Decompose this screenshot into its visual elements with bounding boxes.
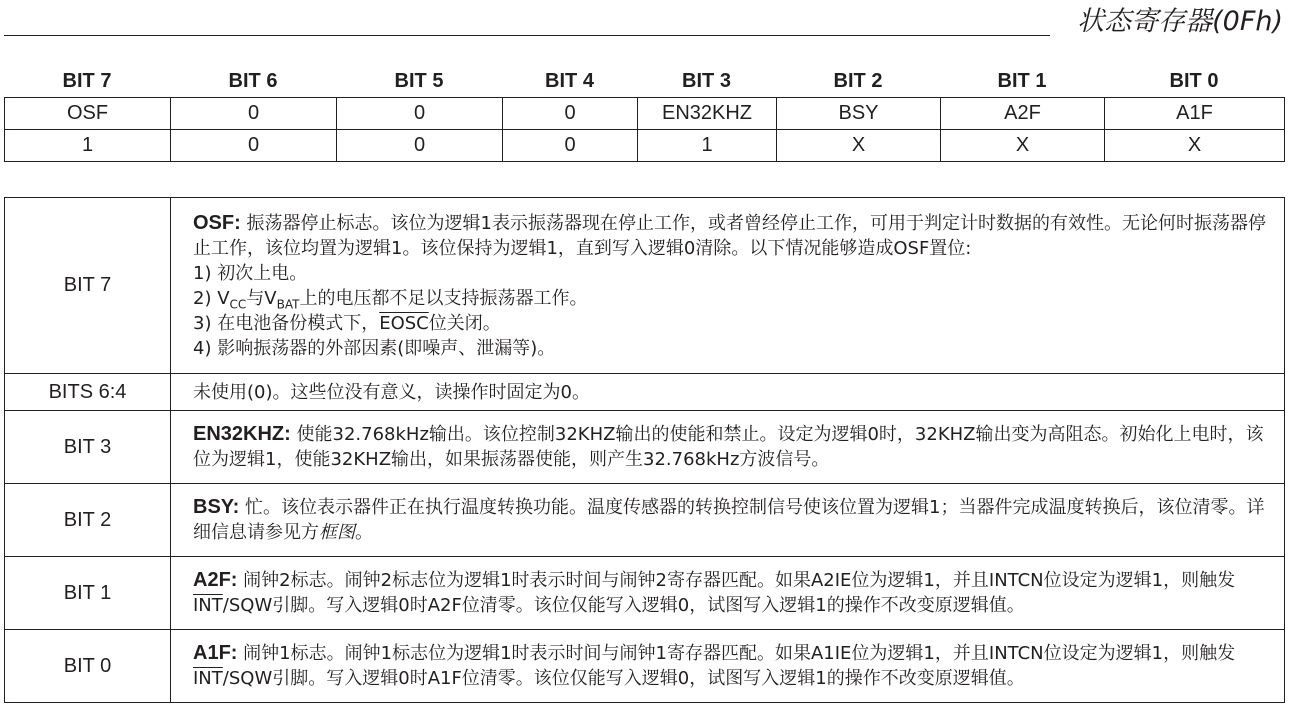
- bit-header: BIT 2: [833, 70, 883, 92]
- bit-header: BIT 4: [545, 70, 594, 92]
- desc-list-item: [193, 287, 588, 312]
- desc-bit-label: BIT 0: [5, 630, 171, 703]
- bit-header: BIT 7: [62, 70, 112, 92]
- bit-default-cell: 0: [503, 130, 638, 162]
- bit-default-cell: 0: [337, 130, 503, 162]
- desc-list-item: 4) 影响振荡器的外部因素(即噪声、泄漏等)。: [193, 337, 556, 359]
- desc-body: 闹钟1标志。闹钟1标志位为逻辑1时表示时间与闹钟1寄存器匹配。如果A1IE位为逻辑1，并且INTCN位设定为逻辑1，则触发: [237, 643, 1236, 664]
- desc-text: [171, 557, 1285, 630]
- desc-text: [171, 630, 1285, 703]
- bit-header: BIT 1: [997, 70, 1047, 92]
- desc-list-text: 3) 在电池备份模式下，: [193, 312, 380, 334]
- subscript: CC: [229, 297, 247, 312]
- desc-bit-label: BIT 1: [5, 557, 171, 630]
- desc-bit-label: BITS 6:4: [5, 374, 171, 411]
- desc-list-item: 1) 初次上电。: [193, 262, 308, 284]
- bit-description-table: [4, 197, 1285, 703]
- bit-name-cell: 0: [171, 98, 337, 130]
- desc-bit-label: BIT 2: [5, 484, 171, 557]
- page-title: 状态寄存器(0Fh): [1077, 6, 1283, 37]
- bit-name-row: [5, 98, 1285, 130]
- bit-default-cell: 1: [5, 130, 171, 162]
- desc-list-item: [193, 313, 501, 334]
- bit-default-cell: X: [941, 130, 1105, 162]
- desc-row-bit1: [5, 557, 1285, 630]
- bit-name-cell: 0: [503, 98, 638, 130]
- desc-row-bit2: [5, 484, 1285, 557]
- bit-default-cell: X: [1105, 130, 1285, 162]
- desc-bit-label: BIT 3: [5, 411, 171, 484]
- bit-header: BIT 5: [394, 70, 444, 92]
- bit-name-cell: A2F: [941, 98, 1105, 130]
- desc-body: 忙。该位表示器件正在执行温度转换功能。温度传感器的转换控制信号使该位置为逻辑1；当器件完成温度转换后，该位清零。详细信息请参见方: [193, 497, 1265, 543]
- desc-term: OSF:: [193, 211, 241, 234]
- desc-list-text: 位关闭。: [428, 312, 501, 334]
- desc-body: /SQW引脚。写入逻辑0时A2F位清零。该位仅能写入逻辑0，试图写入逻辑1的操作不改变原逻辑值。: [222, 595, 1025, 616]
- desc-text: 未使用(0)。这些位没有意义，读操作时固定为0。: [171, 374, 1285, 411]
- desc-body: 使能32.768kHz输出。该位控制32KHZ输出的使能和禁止。设定为逻辑0时，32KHZ输出变为高阻态。初始化上电时，该位为逻辑1，使能32KHZ输出，如果振荡器使能，则产生32.768kHz方波信号。: [193, 424, 1264, 470]
- desc-text: [171, 198, 1285, 374]
- bit-default-cell: X: [777, 130, 941, 162]
- bit-name-cell: EN32KHZ: [638, 98, 777, 130]
- bit-name-cell: 0: [337, 98, 503, 130]
- subscript: BAT: [276, 297, 300, 312]
- bit-default-cell: 0: [171, 130, 337, 162]
- header-rule: [4, 35, 1050, 36]
- bit-header-row: [4, 66, 1284, 96]
- bit-header: BIT 0: [1169, 70, 1219, 92]
- desc-term: A1F:: [193, 642, 238, 664]
- desc-row-bit0: [5, 630, 1285, 703]
- desc-term: BSY:: [193, 496, 240, 518]
- desc-list-text: 与V: [246, 287, 277, 309]
- desc-text: [171, 484, 1285, 557]
- desc-text: [171, 411, 1285, 484]
- desc-body: 。: [355, 522, 373, 543]
- desc-row-bit3: [5, 411, 1285, 484]
- register-map-table: [4, 97, 1285, 162]
- desc-list-text: 上的电压都不足以支持振荡器工作。: [299, 287, 588, 309]
- bit-header: BIT 3: [682, 70, 731, 92]
- bit-name-cell: BSY: [777, 98, 941, 130]
- bit-name-cell: A1F: [1105, 98, 1285, 130]
- bit-name-cell: OSF: [5, 98, 171, 130]
- desc-body: 闹钟2标志。闹钟2标志位为逻辑1时表示时间与闹钟2寄存器匹配。如果A2IE位为逻辑1，并且INTCN位设定为逻辑1，则触发: [237, 570, 1236, 591]
- bit-default-cell: 1: [638, 130, 777, 162]
- desc-bit-label: BIT 7: [5, 198, 171, 374]
- figure-reference: 框图: [319, 522, 355, 543]
- desc-body: 振荡器停止标志。该位为逻辑1表示振荡器现在停止工作，或者曾经停止工作，可用于判定计时数据的有效性。无论何时振荡器停止工作，该位均置为逻辑1。该位保持为逻辑1，直到写入逻辑0清除。以下情况能够造成OSF置位:: [193, 212, 1266, 259]
- desc-term: A2F:: [193, 569, 238, 591]
- desc-row-bit7: [5, 198, 1285, 374]
- overline-signal: $\overline{INT}$: [193, 595, 223, 616]
- desc-body: /SQW引脚。写入逻辑0时A1F位清零。该位仅能写入逻辑0，试图写入逻辑1的操作不改变原逻辑值。: [222, 668, 1025, 689]
- desc-list-text: 2) V: [193, 287, 230, 309]
- overline-signal: EOSC: [379, 312, 429, 334]
- overline-signal: $\overline{INT}$: [193, 668, 223, 689]
- desc-row-bits64: [5, 374, 1285, 411]
- bit-default-row: [5, 130, 1285, 162]
- desc-term: EN32KHZ:: [193, 423, 291, 445]
- bit-header: BIT 6: [228, 70, 278, 92]
